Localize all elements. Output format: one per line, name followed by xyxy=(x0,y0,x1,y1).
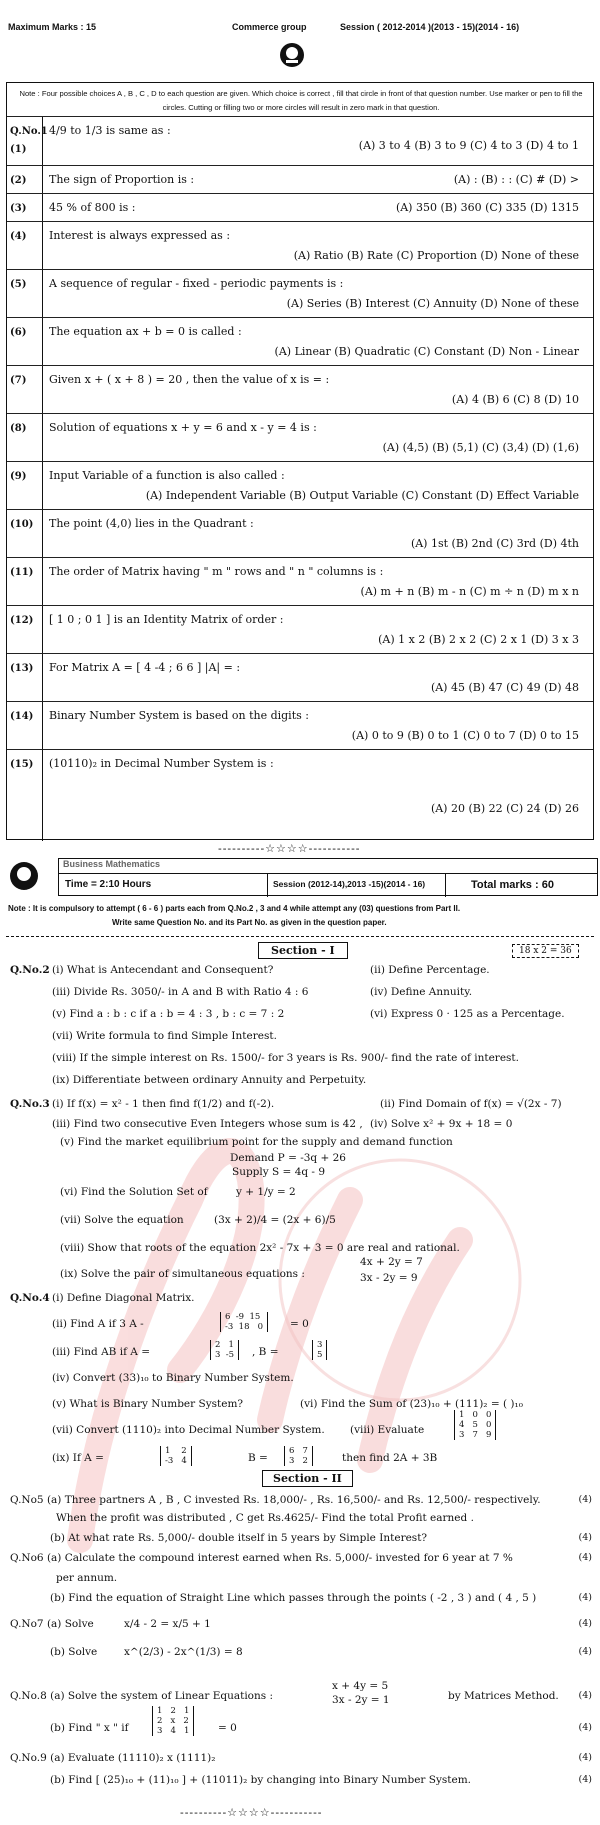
mcq-question: Given x + ( x + 8 ) = 20 , then the value of x is = : xyxy=(49,373,330,386)
question-line: (iii) Divide Rs. 3050/- in A and B with Ratio 4 : 6 xyxy=(52,986,309,998)
question-line: (iv) Define Annuity. xyxy=(370,986,473,998)
mcq-options: (A) Linear (B) Quadratic (C) Constant (D) Non - Linear xyxy=(274,345,579,358)
question-line: x + 4y = 5 xyxy=(332,1680,389,1692)
question-line: (v) Find a : b : c if a : b = 4 : 3 , b : c = 7 : 2 xyxy=(52,1008,285,1020)
question-line: Q.No5 (a) Three partners A , B , C invested Rs. 18,000/- , Rs. 16,500/- and Rs. 12,500/- respectively. xyxy=(10,1494,541,1506)
matrix: 1 2 -3 4 xyxy=(160,1446,192,1466)
section-1-title: Section - I xyxy=(258,942,348,959)
mcq-options: (A) Independent Variable (B) Output Variable (C) Constant (D) Effect Variable xyxy=(145,489,579,502)
mcq-row xyxy=(7,605,593,653)
question-line: (vi) Find the Sum of (23)₁₀ + (111)₂ = ( )₁₀ xyxy=(300,1398,523,1410)
mcq-number: Q.No.1 (1) xyxy=(7,117,43,165)
mcq-row xyxy=(7,557,593,605)
marks-label: (4) xyxy=(578,1722,592,1733)
question-line: (ii) Find Domain of f(x) = √(2x - 7) xyxy=(380,1098,562,1110)
mcq-note: Note : Four possible choices A , B , C , D to each question are given. Which choice is correct , fill that circle in front of that question number. Use marker or pen to fill the circles. Cutting or filling two or more circles will result in zero mark in that question. xyxy=(19,89,583,112)
question-line: (ii) Find A if 3 A - xyxy=(52,1318,144,1330)
mcq-table xyxy=(6,82,594,840)
mcq-question: [ 1 0 ; 0 1 ] is an Identity Matrix of order : xyxy=(49,613,284,626)
mcq-number: (3) xyxy=(7,194,43,221)
question-line: Q.No6 (a) Calculate the compound interest earned when Rs. 5,000/- invested for 6 year at 7 % xyxy=(10,1552,513,1564)
mcq-number: (4) xyxy=(7,222,43,269)
q3-label: Q.No.3 xyxy=(10,1098,50,1110)
stars-divider-2: ----------☆☆☆☆----------- xyxy=(180,1806,323,1819)
mcq-options: (A) 4 (B) 6 (C) 8 (D) 10 xyxy=(451,393,579,406)
mcq-question: (10110)₂ in Decimal Number System is : xyxy=(49,757,274,770)
mcq-number: (13) xyxy=(7,654,43,701)
marks-label: (4) xyxy=(578,1752,592,1763)
mcq-options: (A) : (B) : : (C) # (D) > xyxy=(453,173,579,186)
question-line: (vii) Write formula to find Simple Interest. xyxy=(52,1030,277,1042)
mcq-row xyxy=(7,221,593,269)
question-line: by Matrices Method. xyxy=(448,1690,559,1702)
mcq-row xyxy=(7,317,593,365)
mcq-number: (11) xyxy=(7,558,43,605)
mcq-options: (A) 45 (B) 47 (C) 49 (D) 48 xyxy=(430,681,579,694)
section-1-marks: 18 x 2 = 36 xyxy=(512,944,579,958)
mcq-question: The point (4,0) lies in the Quadrant : xyxy=(49,517,254,530)
mcq-number: (8) xyxy=(7,414,43,461)
mcq-question: Interest is always expressed as : xyxy=(49,229,231,242)
mcq-row xyxy=(7,461,593,509)
mcq-question: 4/9 to 1/3 is same as : xyxy=(49,124,171,137)
mcq-row xyxy=(7,509,593,557)
mcq-options: (A) 1 x 2 (B) 2 x 2 (C) 2 x 1 (D) 3 x 3 xyxy=(378,633,579,646)
mcq-question: The order of Matrix having " m " rows and " n " columns is : xyxy=(49,565,384,578)
mcq-number: (15) xyxy=(7,750,43,841)
question-line: (viii) If the simple interest on Rs. 1500/- for 3 years is Rs. 900/- find the rate of interest. xyxy=(52,1052,519,1064)
mcq-row xyxy=(7,193,593,221)
question-line: (i) What is Antecendant and Consequent? xyxy=(52,964,274,976)
question-line: x/4 - 2 = x/5 + 1 xyxy=(124,1618,211,1630)
question-line: (b) Solve xyxy=(50,1646,98,1658)
max-marks: Maximum Marks : 15 xyxy=(8,22,97,32)
question-line: = 0 xyxy=(290,1318,309,1330)
question-line: = 0 xyxy=(218,1722,237,1734)
marks-label: (4) xyxy=(578,1592,592,1603)
mcq-options: (A) 3 to 4 (B) 3 to 9 (C) 4 to 3 (D) 4 to 1 xyxy=(358,139,579,152)
mcq-options: (A) Series (B) Interest (C) Annuity (D) None of these xyxy=(286,297,579,310)
stars-divider-1: ----------☆☆☆☆----------- xyxy=(218,842,361,855)
mcq-question: 45 % of 800 is : xyxy=(49,201,136,214)
marks-label: (4) xyxy=(578,1690,592,1701)
matrix: 3 5 xyxy=(312,1340,327,1360)
question-line: Supply S = 4q - 9 xyxy=(232,1166,325,1178)
question-line: Q.No7 (a) Solve xyxy=(10,1618,94,1630)
question-line: (b) Find [ (25)₁₀ + (11)₁₀ ] + (11011)₂ by changing into Binary Number System. xyxy=(50,1774,471,1786)
question-line: Q.No.9 (a) Evaluate (11110)₂ x (1111)₂ xyxy=(10,1752,216,1764)
question-line: Q.No.8 (a) Solve the system of Linear Equations : xyxy=(10,1690,274,1702)
board-logo-icon xyxy=(278,40,306,70)
mcq-number: (2) xyxy=(7,166,43,193)
mcq-options: (A) 20 (B) 22 (C) 24 (D) 26 xyxy=(430,802,579,815)
section-2-title: Section - II xyxy=(262,1470,353,1487)
mcq-question: For Matrix A = [ 4 -4 ; 6 6 ] |A| = : xyxy=(49,661,241,674)
session-label-2: Session (2012-14),2013 -15)(2014 - 16) xyxy=(273,879,426,889)
question-line: (vii) Convert (1110)₂ into Decimal Number System. xyxy=(52,1424,325,1436)
question-line: (v) Find the market equilibrium point for the supply and demand function xyxy=(60,1136,453,1148)
question-line: (vii) Solve the equation xyxy=(60,1214,184,1226)
mcq-row xyxy=(7,653,593,701)
question-line: (ix) Differentiate between ordinary Annuity and Perpetuity. xyxy=(52,1074,367,1086)
question-line: (ix) Solve the pair of simultaneous equations : xyxy=(60,1268,305,1280)
time-label: Time = 2:10 Hours xyxy=(65,879,152,890)
mcq-number: (10) xyxy=(7,510,43,557)
question-line: (iv) Solve x² + 9x + 18 = 0 xyxy=(370,1118,513,1130)
mcq-number: (7) xyxy=(7,366,43,413)
mcq-row xyxy=(7,165,593,193)
mcq-row xyxy=(7,116,593,165)
question-line: (ix) If A = xyxy=(52,1452,104,1464)
question-line: (ii) Define Percentage. xyxy=(370,964,490,976)
mcq-question: A sequence of regular - fixed - periodic payments is : xyxy=(49,277,344,290)
mcq-number: (14) xyxy=(7,702,43,749)
question-line: (iv) Convert (33)₁₀ to Binary Number System. xyxy=(52,1372,294,1384)
board-logo-icon-2 xyxy=(4,860,44,892)
mcq-number: (9) xyxy=(7,462,43,509)
mcq-question: Binary Number System is based on the digits : xyxy=(49,709,309,722)
question-line: 4x + 2y = 7 xyxy=(360,1256,423,1268)
matrix: 2 1 3 -5 xyxy=(210,1340,239,1360)
mcq-options: (A) (4,5) (B) (5,1) (C) (3,4) (D) (1,6) xyxy=(382,441,579,454)
part2-note: Note : It is compulsory to attempt ( 6 - 6 ) parts each from Q.No.2 , 3 and 4 while attempt any (03) questions from Part II. xyxy=(8,904,461,913)
matrix: 1 2 1 2 x 2 3 4 1 xyxy=(152,1706,194,1736)
question-line: 3x - 2y = 1 xyxy=(332,1694,390,1706)
mcq-row xyxy=(7,701,593,749)
question-line: , B = xyxy=(252,1346,279,1358)
mcq-row xyxy=(7,749,593,841)
matrix: 6 7 3 2 xyxy=(284,1446,313,1466)
question-line: (vi) Find the Solution Set of xyxy=(60,1186,208,1198)
question-line: (i) Define Diagonal Matrix. xyxy=(52,1292,195,1304)
mcq-number: (12) xyxy=(7,606,43,653)
mcq-number: (6) xyxy=(7,318,43,365)
mcq-options: (A) 0 to 9 (B) 0 to 1 (C) 0 to 7 (D) 0 to 15 xyxy=(351,729,579,742)
part2-note-2: Write same Question No. and its Part No. as given in the question paper. xyxy=(112,918,387,927)
mcq-question: Solution of equations x + y = 6 and x - y = 4 is : xyxy=(49,421,317,434)
marks-label: (4) xyxy=(578,1646,592,1657)
mcq-question: Input Variable of a function is also called : xyxy=(49,469,285,482)
mcq-question: The equation ax + b = 0 is called : xyxy=(49,325,242,338)
matrix: 1 0 0 4 5 0 3 7 9 xyxy=(454,1410,496,1440)
mcq-number: (5) xyxy=(7,270,43,317)
mcq-row xyxy=(7,413,593,461)
mcq-options: (A) m + n (B) m - n (C) m ÷ n (D) m x n xyxy=(360,585,579,598)
mcq-options: (A) 350 (B) 360 (C) 335 (D) 1315 xyxy=(395,201,579,214)
question-line: (viii) Evaluate xyxy=(350,1424,425,1436)
total-marks: Total marks : 60 xyxy=(471,879,554,891)
marks-label: (4) xyxy=(578,1494,592,1505)
question-line: then find 2A + 3B xyxy=(342,1452,438,1464)
q4-label: Q.No.4 xyxy=(10,1292,50,1304)
mcq-row xyxy=(7,269,593,317)
question-line: (v) What is Binary Number System? xyxy=(52,1398,244,1410)
mcq-options: (A) 1st (B) 2nd (C) 3rd (D) 4th xyxy=(410,537,579,550)
q2-label: Q.No.2 xyxy=(10,964,50,976)
question-line: x^(2/3) - 2x^(1/3) = 8 xyxy=(124,1646,243,1658)
question-line: (i) If f(x) = x² - 1 then find f(1/2) and f(-2). xyxy=(52,1098,275,1110)
question-line: (3x + 2)/4 = (2x + 6)/5 xyxy=(214,1214,336,1226)
question-line: (vi) Express 0 · 125 as a Percentage. xyxy=(370,1008,565,1020)
marks-label: (4) xyxy=(578,1618,592,1629)
marks-label: (4) xyxy=(578,1532,592,1543)
subject-label: Business Mathematics xyxy=(63,859,161,869)
group-label: Commerce group xyxy=(232,22,307,32)
mcq-row xyxy=(7,365,593,413)
question-line: per annum. xyxy=(56,1572,118,1584)
question-line: Demand P = -3q + 26 xyxy=(230,1152,346,1164)
question-line: When the profit was distributed , C get Rs.4625/- Find the total Profit earned . xyxy=(56,1512,474,1524)
matrix: 6 -9 15 -3 18 0 xyxy=(220,1312,268,1332)
question-line: (b) At what rate Rs. 5,000/- double itself in 5 years by Simple Interest? xyxy=(50,1532,428,1544)
question-line: (b) Find the equation of Straight Line which passes through the points ( -2 , 3 ) and ( 4 , 5 ) xyxy=(50,1592,537,1604)
session-label: Session ( 2012-2014 )(2013 - 15)(2014 - 16) xyxy=(340,22,520,32)
question-line: y + 1/y = 2 xyxy=(236,1186,296,1198)
part2-header-box xyxy=(58,858,598,896)
question-line: 3x - 2y = 9 xyxy=(360,1272,418,1284)
question-line: (iii) Find two consecutive Even Integers whose sum is 42 , xyxy=(52,1118,363,1130)
marks-label: (4) xyxy=(578,1552,592,1563)
question-line: B = xyxy=(248,1452,268,1464)
marks-label: (4) xyxy=(578,1774,592,1785)
mcq-options: (A) Ratio (B) Rate (C) Proportion (D) None of these xyxy=(293,249,579,262)
question-line: (viii) Show that roots of the equation 2x² - 7x + 3 = 0 are real and rational. xyxy=(60,1242,460,1254)
question-line: (b) Find " x " if xyxy=(50,1722,129,1734)
mcq-question: The sign of Proportion is : xyxy=(49,173,195,186)
question-line: (iii) Find AB if A = xyxy=(52,1346,151,1358)
